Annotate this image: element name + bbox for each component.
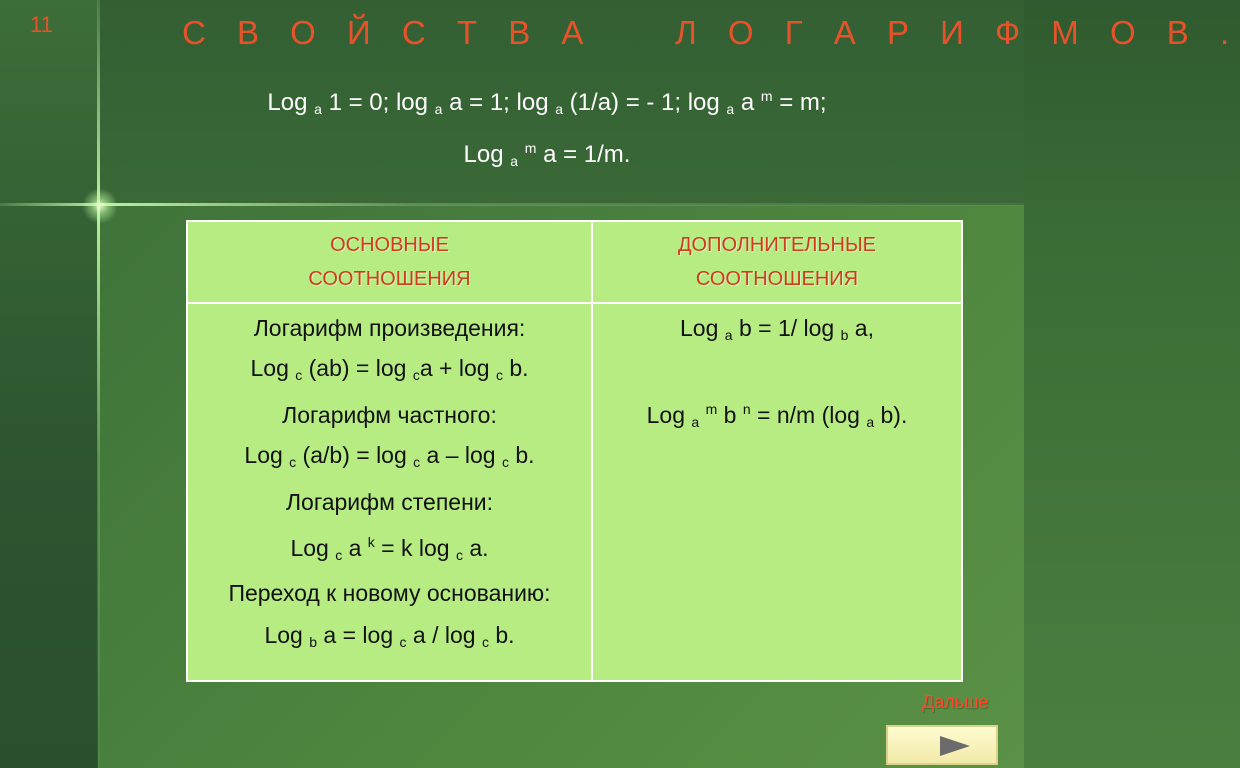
formula-text: 1 = 0; log <box>321 89 435 116</box>
formula-subscript: c <box>412 367 420 383</box>
formula-text: Логарифм произведения: <box>253 315 526 341</box>
formula-text: a / log <box>406 622 482 648</box>
formula-text: a. <box>462 535 489 561</box>
next-button[interactable] <box>886 725 998 765</box>
formula-subscript: a <box>724 327 733 343</box>
formula-subscript: a <box>726 101 735 117</box>
formula-text: Log <box>267 89 315 116</box>
formula-text: Переход к новому основанию: <box>228 580 551 606</box>
formula-subscript: b <box>309 634 318 650</box>
spacer <box>593 355 961 389</box>
formula-text: b). <box>874 402 908 428</box>
slide-number: 11 <box>30 12 53 37</box>
header-right-line: СООТНОШЕНИЯ <box>695 268 859 290</box>
formula-text: b. <box>488 622 515 648</box>
formula-text: (ab) = log <box>302 355 413 381</box>
reciprocal-formula <box>593 308 961 355</box>
formula-text: Логарифм частного: <box>282 402 497 428</box>
quotient-rule-formula <box>188 435 591 482</box>
formula-subscript: c <box>495 367 503 383</box>
formula-text: b = 1/ log <box>732 315 841 341</box>
formula-superscript: m <box>760 88 773 104</box>
formula-text: = n/m (log <box>750 402 867 428</box>
next-link[interactable]: Дальше <box>922 692 989 712</box>
header-left-line: СООТНОШЕНИЯ <box>308 268 471 290</box>
header-basic-relations <box>188 228 591 296</box>
formula-subscript: c <box>335 547 343 563</box>
header-left-line: ОСНОВНЫЕ <box>330 234 449 256</box>
quotient-rule-title <box>188 395 591 435</box>
additional-relations-cell <box>593 308 961 442</box>
formula-text: a = 1; log <box>442 89 556 116</box>
formula-text: (1/a) = - 1; log <box>563 89 727 116</box>
formula-subscript: a <box>510 153 519 169</box>
formula-text: a = log <box>317 622 400 648</box>
power-rule-formula <box>188 522 591 575</box>
formula-text: b <box>717 402 743 428</box>
formula-text: a + log <box>419 355 496 381</box>
formula-text <box>518 141 525 168</box>
power-rule-title <box>188 482 591 522</box>
formula-text: Log <box>244 442 290 468</box>
formula-text: b. <box>509 442 535 468</box>
formula-text: a – log <box>420 442 502 468</box>
header-right-line: ДОПОЛНИТЕЛЬНЫЕ <box>677 234 877 256</box>
formula-superscript: m <box>705 401 718 417</box>
header-additional-relations <box>593 228 961 296</box>
formula-subscript: c <box>413 454 421 470</box>
formula-text: Log <box>463 141 511 168</box>
formula-text: Log <box>290 535 336 561</box>
properties-table <box>186 220 963 682</box>
formula-text: a = 1/m. <box>536 141 631 168</box>
formula-text: Log <box>250 355 296 381</box>
formula-text: a <box>342 535 368 561</box>
formula-subscript: c <box>455 547 463 563</box>
formula-text: a, <box>848 315 874 341</box>
formula-text: (a/b) = log <box>296 442 414 468</box>
slide-title: С В О Й С Т В А Л О Г А Р И Ф М О В . <box>182 14 1240 51</box>
formula-text: = k log <box>374 535 456 561</box>
formula-subscript: a <box>555 101 564 117</box>
formula-subscript: a <box>434 101 443 117</box>
formula-subscript: c <box>295 367 303 383</box>
formula-line-2 <box>0 140 1024 169</box>
formula-text: Логарифм степени: <box>285 489 494 515</box>
formula-subscript: c <box>289 454 297 470</box>
formula-superscript: n <box>742 401 751 417</box>
power-base-formula <box>593 389 961 442</box>
formula-subscript: a <box>691 414 700 430</box>
basic-relations-cell <box>188 308 591 662</box>
formula-subscript: c <box>502 454 509 470</box>
change-of-base-title <box>188 577 591 609</box>
formula-line-1 <box>0 88 1024 117</box>
formula-text: b. <box>502 355 529 381</box>
formula-text: Log <box>264 622 310 648</box>
formula-text: = m; <box>772 89 827 116</box>
formula-superscript: m <box>524 140 537 156</box>
formula-subscript: a <box>314 101 322 117</box>
formula-subscript: c <box>399 634 407 650</box>
decorative-light-flare <box>82 188 118 224</box>
formula-text: a <box>734 89 761 116</box>
change-of-base-formula <box>188 615 591 662</box>
play-arrow-icon <box>938 734 974 758</box>
formula-text: Log <box>646 402 692 428</box>
formula-subscript: a <box>866 414 875 430</box>
product-rule-formula <box>188 348 591 395</box>
formula-superscript: k <box>367 534 375 550</box>
product-rule-title <box>188 308 591 348</box>
formula-subscript: c <box>481 634 489 650</box>
formula-text: Log <box>680 315 725 341</box>
decorative-horizontal-line <box>0 203 1024 206</box>
formula-subscript: b <box>840 327 849 343</box>
